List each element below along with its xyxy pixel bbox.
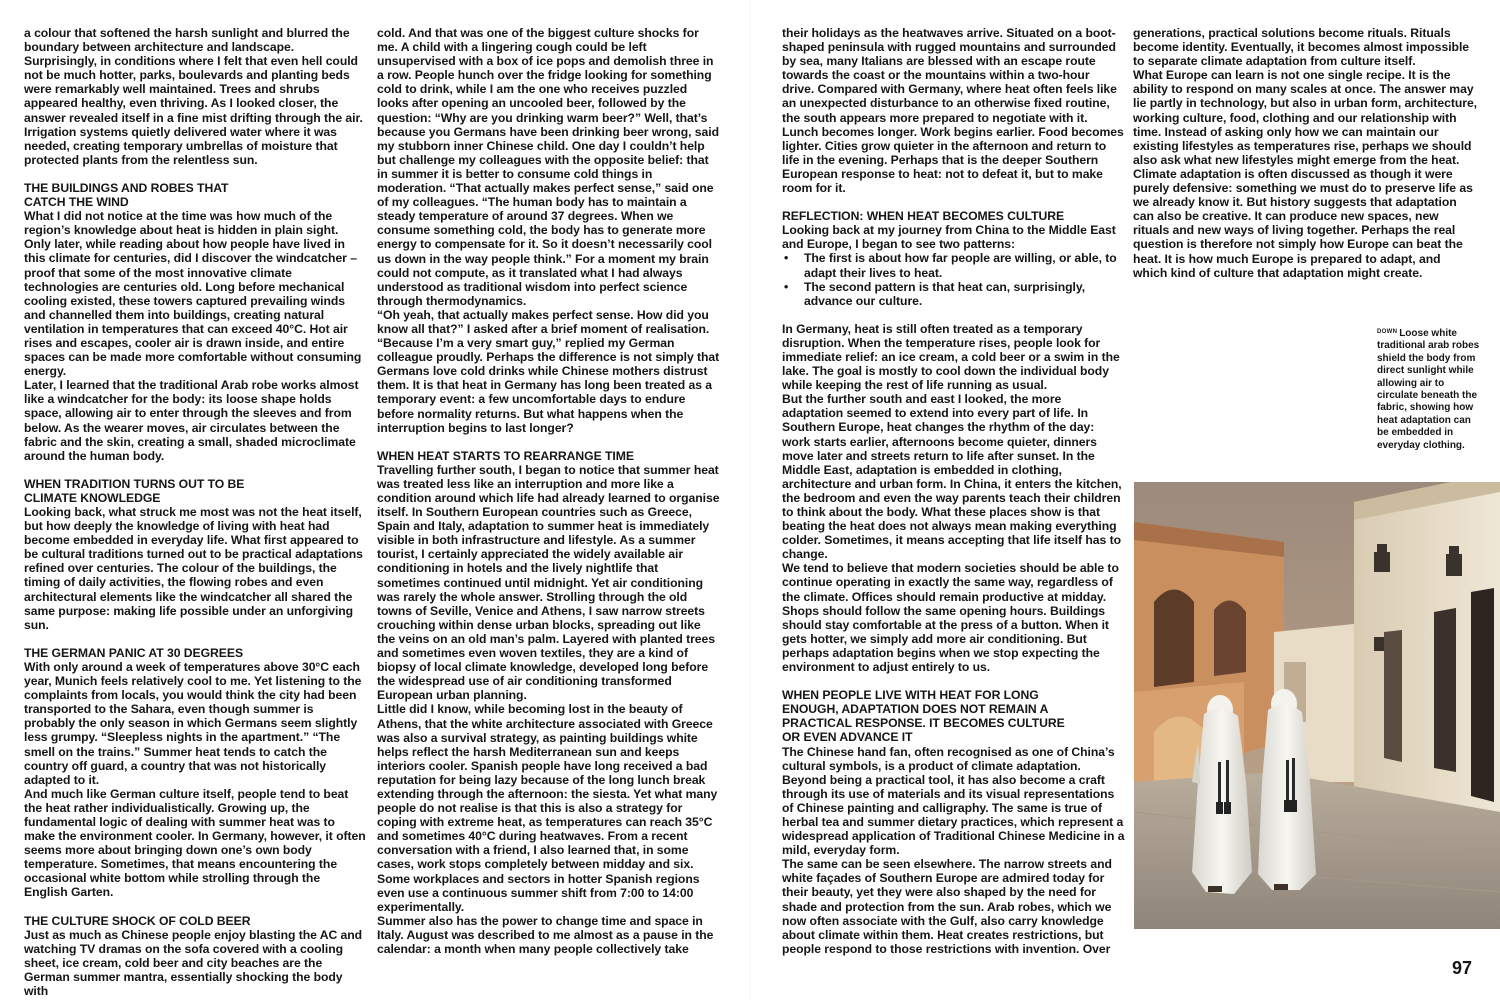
text-column-2: [377, 26, 720, 956]
section-heading: WHEN TRADITION TURNS OUT TO BE CLIMATE KNOWLEDGE: [24, 476, 245, 505]
text-column-4: [1133, 26, 1478, 280]
paragraph: cold. And that was one of the biggest culture shocks for me. A child with a lingering cough could be left unsupervised with a box of ice pops and demolish three in a row. People hunch over the fridge looking for something cold to drink, while I am the one who receives puzzled looks after opening an uncooled beer, followed by the question: “Why are you drinking warm beer?” Well, that’s because you Germans have been drinking beer wrong, said my stubborn inner Chinese child. One day I couldn’t help but challenge my colleagues with the opposite belief: that in summer it is better to consume cold things in moderation. “That actually makes perfect sense,” said one of my colleagues. “The human body has to maintain a steady temperature of around 37 degrees. When we consume something cold, the body has to generate more energy to compensate for it. So it doesn’t necessarily cool us down in the way people think.” For a moment my brain could not compute, as it translated what I had always understood as traditional wisdom into perfect science through thermodynamics.: [377, 26, 719, 308]
section-heading: THE BUILDINGS AND ROBES THAT CATCH THE WIND: [24, 180, 229, 210]
paragraph: Summer also has the power to change time and space in Italy. August was described to me almost as a pause in the calendar: a month when many people collectively take: [377, 913, 714, 956]
paragraph: We tend to believe that modern societies should be able to continue operating in exactly the same way, regardless of the climate. Offices should remain productive at midday. Shops should follow the same opening hours. Buildings should stay comfortable at the press of a button. When it gets hotter, we simply add more air conditioning. But perhaps adaptation begins when we stop expecting the environment to adjust entirely to us.: [782, 561, 1119, 675]
paragraph: But the further south and east I looked, the more adaptation seemed to extend into every part of life. In Southern Europe, heat changes the rhythm of the day: work starts earlier, afternoons become quieter, dinners move later and streets return to life after sunset. In the Middle East, adaptation is embedded in clothing, architecture and urban form. In China, it enters the kitchen, the bedroom and even the way parents teach their children to think about the body. What these places show is that beating the heat does not always mean making everything colder. Sometimes, it means accepting that life itself has to change.: [782, 392, 1122, 562]
paragraph: Looking back, what struck me most was not the heat itself, but how deeply the knowledge of living with heat had become embedded in everyday life. What first appeared to be cultural traditions turned out to be practical adaptations refined over centuries. The colour of the buildings, the timing of daily activities, the flowing robes and even architectural elements like the windcatcher all shared the same purpose: making life possible under an unforgiving sun.: [24, 505, 363, 632]
paragraph: Looking back at my journey from China to the Middle East and Europe, I began to see two patterns:: [782, 223, 1116, 252]
text-column-1: [24, 26, 367, 998]
paragraph: The same can be seen elsewhere. The narrow streets and white façades of Southern Europe are admired today for their beauty, yet they were also shaped by the need for shade and protection from the sun. Arab robes, which we now often associate with the Gulf, also carry knowledge about climate within them. Heat creates restrictions, but people respond to those restrictions with invention. Over: [782, 857, 1112, 956]
bullet-item: • The first is about how far people are willing, or able, to adapt their lives to heat.: [782, 251, 1125, 279]
page-number: 97: [1452, 958, 1473, 978]
paragraph: Travelling further south, I began to notice that summer heat was treated less like an interruption and more like a condition around which life had already learned to organise itself. In Southern European countries such as Greece, Spain and Italy, adaptation to summer heat is immediately visible in both infrastructure and lifestyle. As a summer tourist, I certainly appreciated the widely available air conditioning in hotels and the lively nightlife that sometimes continued until midnight. Yet air conditioning was rarely the whole answer. Strolling through the old towns of Seville, Venice and Athens, I saw narrow streets crouching within dense urban blocks, spreading out like the veins on an old man’s palm. Layered with planted trees and sometimes even woven textiles, they are a kind of biopsy of local climate knowledge, developed long before the widespread use of air conditioning transformed European urban planning.: [377, 462, 720, 703]
section-heading: WHEN PEOPLE LIVE WITH HEAT FOR LONG ENOUGH, ADAPTATION DOES NOT REMAIN A PRACTICAL RESPONSE. IT BECOMES CULTURE OR EVEN ADVANCE IT: [782, 688, 1065, 745]
photo-illustration: [1134, 482, 1500, 929]
page-gutter: [749, 0, 751, 1000]
paragraph: What Europe can learn is not one single recipe. It is the ability to respond on many scales at once. The answer may lie partly in technology, but also in urban form, architecture, working culture, food, clothing and our relationship with time. Instead of asking only how we can maintain our existing lifestyles as temperatures rise, perhaps we should also ask what new lifestyles might emerge from the heat. Climate adaptation is often discussed as though it were purely defensive: something we must do to preserve life as we already know it. But history suggests that adaptation can also be creative. It can produce new spaces, new rituals and new ways of living together. Perhaps the real question is therefore not simply how Europe can beat the heat. It is how much Europe is prepared to adapt, and which kind of culture that adaptation might create.: [1133, 68, 1478, 280]
paragraph: And much like German culture itself, people tend to beat the heat rather individualistically. Growing up, the fundamental logic of dealing with summer heat was to make the environment cooler. In Germany, however, it often seems more about bringing down one’s own body temperature. Sometimes, that means encountering the occasional white bottom while strolling through the English Garten.: [24, 786, 366, 900]
paragraph: their holidays as the heatwaves arrive. Situated on a boot-shaped peninsula with rugged mountains and surrounded by sea, many Italians are blessed with an escape route towards the coast or the mountains within a two-hour drive. Compared with Germany, where heat often feels like an unexpected disturbance to an otherwise fixed routine, the south appears more prepared to negotiate with it. Lunch becomes longer. Work begins earlier. Food becomes lighter. Cities grow quieter in the afternoon and return to life in the evening. Perhaps that is the deeper Southern European response to heat: not to defeat it, but to make room for it.: [782, 26, 1124, 196]
paragraph: The Chinese hand fan, often recognised as one of China’s cultural symbols, is a product of climate adaptation. Beyond being a practical tool, it has also become a craft through its use of materials and its visual representations of Chinese painting and calligraphy. The same is true of herbal tea and summer dietary practices, which represent a widespread application of Traditional Chinese Medicine in a mild, everyday form.: [782, 744, 1125, 858]
section-heading: THE CULTURE SHOCK OF COLD BEER: [24, 913, 251, 928]
bullet-list: [782, 251, 1125, 307]
section-heading: REFLECTION: WHEN HEAT BECOMES CULTURE: [782, 209, 1065, 224]
paragraph: With only around a week of temperatures above 30°C each year, Munich feels relatively cool to me. Yet listening to the complaints from locals, you would think the city had been transported to the Sahara, even though summer is probably the only season in which Germans seem slightly less grumpy. “Sleepless nights in the apartment.” “The smell on the trains.” Summer heat tends to catch the country off guard, a country that was not historically adapted to it.: [24, 659, 362, 787]
paragraph: In Germany, heat is still often treated as a temporary disruption. When the temperature rises, people look for immediate relief: an ice cream, a cold beer or a swim in the lake. The goal is mostly to cool down the individual body while keeping the rest of life running as usual.: [782, 321, 1120, 393]
spacer: [782, 308, 1125, 322]
photo-caption: [1377, 326, 1481, 452]
paragraph: Later, I learned that the traditional Arab robe works almost like a windcatcher for the body: its loose shape holds space, allowing air to enter through the sleeves and from below. As the wearer moves, air circulates between the fabric and the skin, creating a small, shaded microclimate around the human body.: [24, 378, 359, 463]
section-heading: THE GERMAN PANIC AT 30 DEGREES: [24, 645, 244, 660]
paragraph: Little did I know, while becoming lost in the beauty of Athens, that the white architecture associated with Greece was also a survival strategy, as painting buildings white helps reflect the harsh Mediterranean sun and keeps interiors cooler. Spanish people have long received a bad reputation for being lazy because of the long lunch break extending through the afternoon: the siesta. Yet what many people do not realise is that this is also a strategy for coping with extreme heat, as temperatures can reach 35°C and sometimes 40°C during heatwaves. From a recent conversation with a friend, I also learned that, in some cases, work stops completely between midday and six. Some workplaces and sectors in hotter Spanish regions even use a continuous summer shift from 7:00 to 14:00 experimentally.: [377, 702, 718, 914]
caption-direction-tag: DOWN: [1377, 329, 1398, 335]
paragraph: Just as much as Chinese people enjoy blasting the AC and watching TV dramas on the sofa covered with a cooling sheet, ice cream, cold beer and city beaches are the German summer mantra, essentially shocking the body with: [24, 927, 363, 998]
text-column-3: [782, 26, 1125, 956]
paragraph: “Oh yeah, that actually makes perfect sense. How did you know all that?” I asked after a brief moment of realisation. “Because I’m a very smart guy,” replied my German colleague proudly. Perhaps the difference is not simply that Germans love cold drinks while Chinese mothers distrust them. It is that heat in Germany has long been treated as a temporary event: a few uncomfortable days to endure before normality returns. But what happens when the interruption begins to last longer?: [377, 307, 720, 435]
bullet-item: • The second pattern is that heat can, surprisingly, advance our culture.: [782, 280, 1125, 308]
section-heading: WHEN HEAT STARTS TO REARRANGE TIME: [377, 448, 634, 463]
photo-arab-robes: [1134, 482, 1500, 929]
paragraph: What I did not notice at the time was how much of the region’s knowledge about heat is hidden in plain sight. Only later, while reading about how people have lived in this climate for centuries, did I discover the windcatcher – proof that some of the most innovative climate technologies are centuries old. Long before mechanical cooling existed, these towers captured prevailing winds and channelled them into buildings, creating natural ventilation in temperatures that can exceed 40°C. Hot air rises and escapes, cooler air is drawn inside, and entire spaces can be made more comfortable without consuming energy.: [24, 209, 362, 379]
paragraph: a colour that softened the harsh sunlight and blurred the boundary between architecture and landscape. Surprisingly, in conditions where I felt that even hell could not be much hotter, parks, boulevards and planting beds were remarkably well maintained. Trees and shrubs appeared healthy, even thriving. As I looked closer, the answer revealed itself in a fine mist drifting through the air. Irrigation systems quietly delivered water where it was needed, creating temporary umbrellas of moisture that protected plants from the relentless sun.: [24, 26, 363, 167]
paragraph: generations, practical solutions become rituals. Rituals become identity. Eventually, it becomes almost impossible to separate climate adaptation from culture itself.: [1133, 26, 1470, 69]
caption-text: Loose white traditional arab robes shield the body from direct sunlight while allowing air to circulate beneath the fabric, showing how heat adaptation can be embedded in everyday clothing.: [1377, 328, 1480, 451]
